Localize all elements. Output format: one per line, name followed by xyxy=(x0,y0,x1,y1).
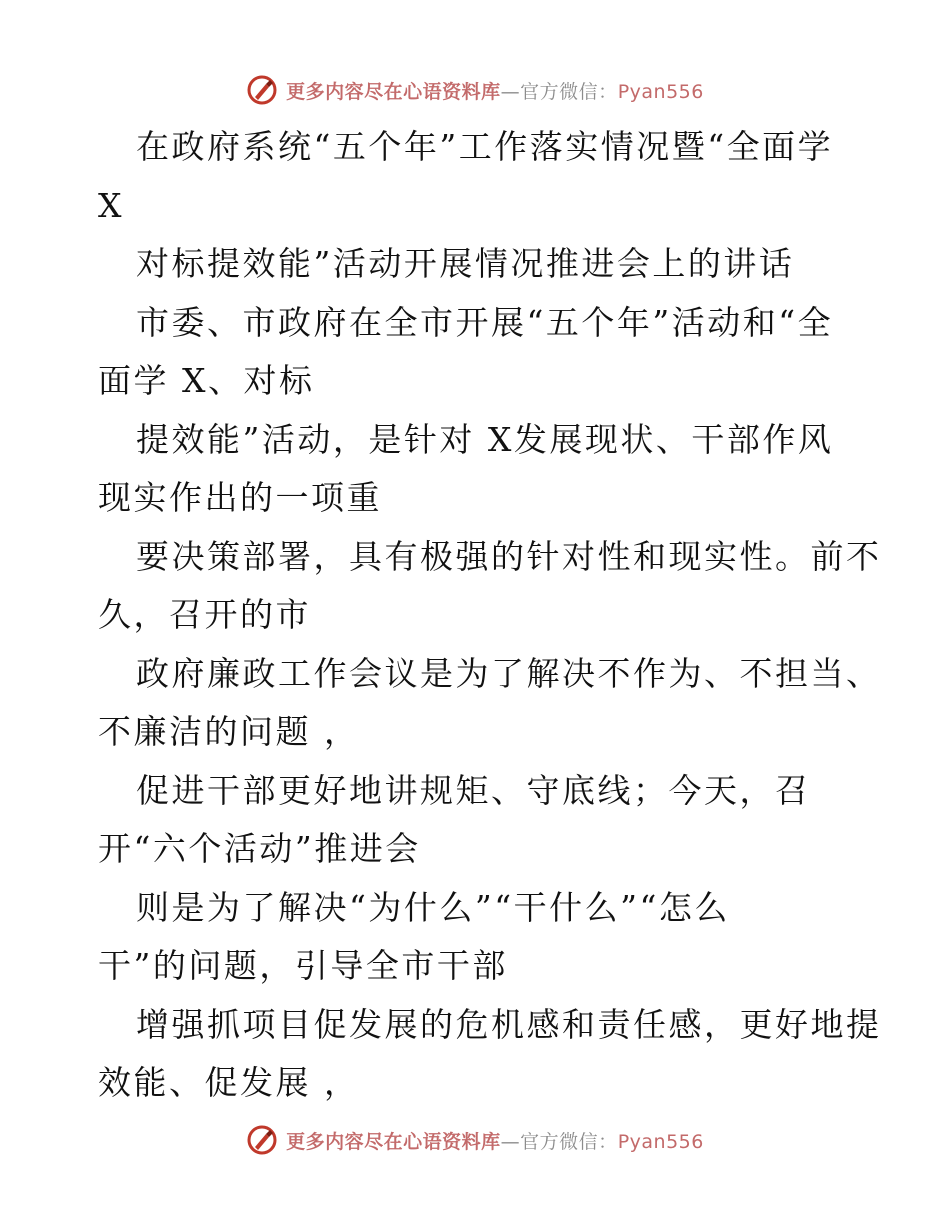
text-line: 久，召开的市 xyxy=(98,595,311,634)
text-line: 促进干部更好地讲规矩、守底线；今天，召 xyxy=(136,770,811,810)
watermark-id: Pyan556 xyxy=(617,80,704,103)
text-line: 在政府系统“五个年”工作落实情况暨“全面学 xyxy=(136,127,834,166)
text-line: 现实作出的一项重 xyxy=(98,478,382,517)
text-line: 市委、市政府在全市开展“五个年”活动和“全 xyxy=(136,302,834,342)
text-line: 开“六个活动”推进会 xyxy=(98,829,421,868)
text-line: 增强抓项目促发展的危机感和责任感，更好地提 xyxy=(136,1004,882,1044)
watermark-main: 更多内容尽在心语资料库 xyxy=(286,80,501,103)
watermark-main: 更多内容尽在心语资料库 xyxy=(286,1130,501,1153)
text-line: 则是为了解决“为什么”“干什么”“怎么 xyxy=(136,887,730,927)
watermark-text xyxy=(286,1127,704,1154)
watermark-separator: — xyxy=(500,1130,521,1153)
watermark-separator: — xyxy=(500,80,521,103)
watermark-text xyxy=(286,77,704,104)
header-watermark xyxy=(0,70,950,110)
watermark-official: 官方微信： xyxy=(520,1130,618,1153)
document-body xyxy=(98,118,898,1113)
text-line: 面学 X、对标 xyxy=(98,361,315,400)
text-line: 干”的问题，引导全市干部 xyxy=(98,946,508,985)
text-line: 对标提效能”活动开展情况推进会上的讲话 xyxy=(136,244,795,283)
text-line: 效能、促发展 ， xyxy=(98,1063,360,1102)
text-line: 要决策部署，具有极强的针对性和现实性。前不 xyxy=(136,536,882,576)
watermark-official: 官方微信： xyxy=(520,80,618,103)
text-line: 提效能”活动，是针对 X发展现状、干部作风 xyxy=(136,419,834,459)
text-line: 政府廉政工作会议是为了解决不作为、不担当、 xyxy=(136,653,882,693)
footer-watermark xyxy=(0,1120,950,1160)
pen-logo-icon xyxy=(246,74,278,106)
text-line: X xyxy=(98,185,124,225)
watermark-id: Pyan556 xyxy=(617,1130,704,1153)
pen-logo-icon xyxy=(246,1124,278,1156)
text-line: 不廉洁的问题 ， xyxy=(98,712,360,751)
